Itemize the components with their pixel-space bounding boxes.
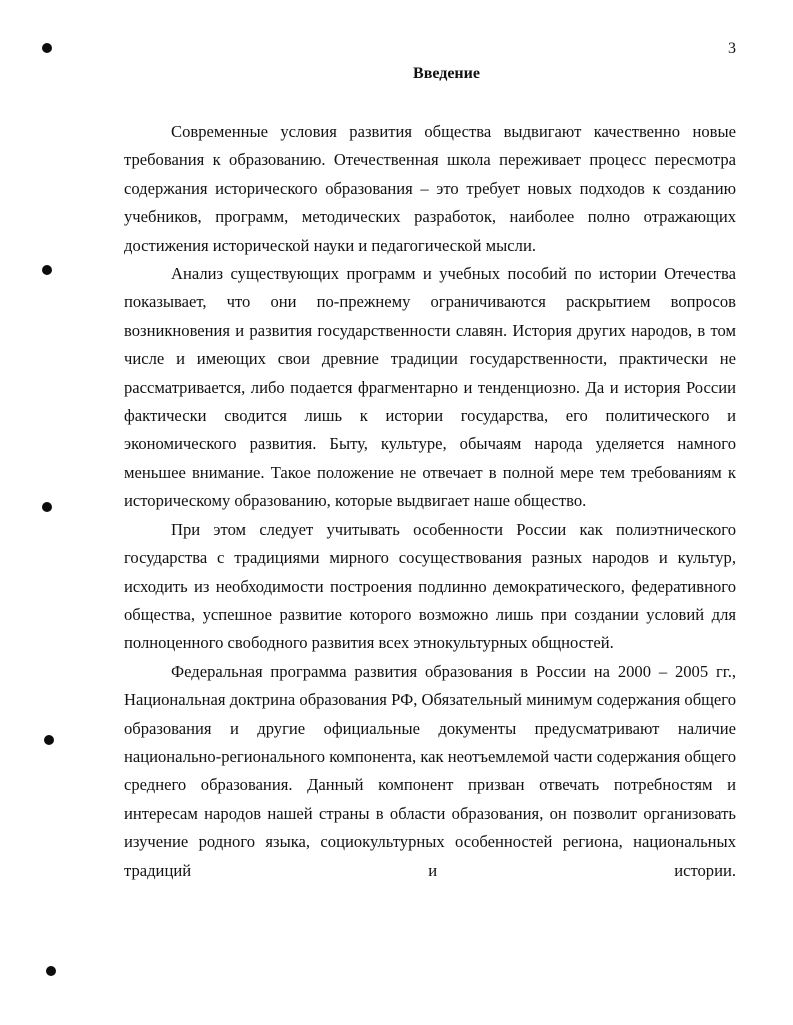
paragraph: Анализ существующих программ и учебных пособий по истории Отечества показывает, что они по-прежнему ограничиваются раскрытием вопросов возникновения и развития государственности славян. История других народов, в том числе и имеющих свои древние традиции государственности, практически не рассматривается, либо подается фрагментарно и тенденциозно. Да и история России фактически сводится лишь к истории государства, его политического и экономического развития. Быту, культуре, обычаям народа уделяется намного меньшее внимание. Такое положение не отвечает в полной мере тем требованиям к историческому образованию, которые выдвигает наше общество.: [124, 264, 736, 511]
binding-hole-mark: [42, 43, 52, 53]
section-title: Введение: [413, 65, 480, 82]
paragraph: Современные условия развития общества выдвигают качественно новые требования к образованию. Отечественная школа переживает процесс пересмотра содержания исторического образования – это требует новых подходов к созданию учебников, программ, методических разработок, наиболее полно отражающих достижения исторической науки и педагогической мысли.: [124, 122, 736, 255]
paragraph: При этом следует учитывать особенности России как полиэтнического государства с традициями мирного сосуществования разных народов и культур, исходить из необходимости построения подлинно демократического, федеративного общества, успешное развитие которого возможно лишь при создании условий для полноценного свободного развития всех этнокультурных общностей.: [124, 519, 736, 653]
binding-hole-mark: [46, 966, 56, 976]
binding-hole-mark: [44, 735, 54, 745]
page-number: 3: [728, 40, 736, 57]
binding-hole-mark: [42, 265, 52, 275]
body-text: [124, 118, 736, 885]
paragraph: Федеральная программа развития образования в России на 2000 – 2005 гг., Национальная доктрина образования РФ, Обязательный минимум содержания общего образования и другие официальные документы предусматривают наличие национально-регионального компонента, как неотъемлемой части содержания общего среднего образования. Данный компонент призван отвечать потребностям и интересам народов нашей страны в области образования, он позволит организовать изучение родного языка, социокультурных особенностей региона, национальных традиций и истории.: [124, 661, 736, 880]
binding-hole-mark: [42, 502, 52, 512]
